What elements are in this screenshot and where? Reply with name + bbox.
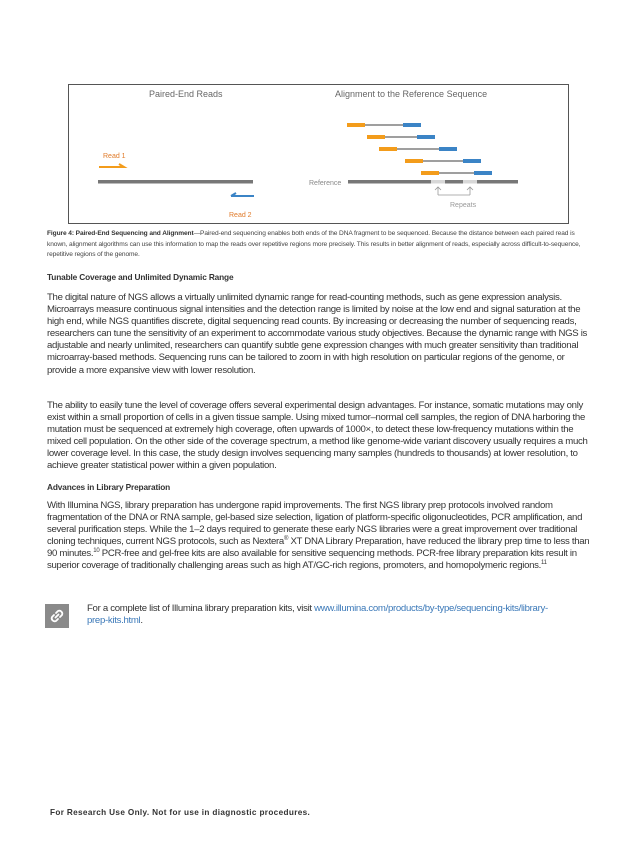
pair5-read2	[474, 171, 492, 175]
pair4-read1	[405, 159, 423, 163]
registered-mark: ®	[283, 536, 289, 543]
library-kits-note	[87, 603, 567, 627]
repeat-arrow-1	[435, 187, 441, 195]
library-kits-link[interactable]: www.illumina.com/products/by-type/sequencing-kits/library-prep-kits.html	[87, 603, 548, 627]
repeats-label: Repeats	[450, 202, 477, 209]
pair1-read1	[347, 123, 365, 127]
right-title: Alignment to the Reference Sequence	[335, 89, 488, 99]
coverage-paragraph-1: The digital nature of NGS allows a virtually unlimited dynamic range for read-counting methods, such as gene expression analysis. Microarrays measure continuous signal intensities and the detection range is limited by noise at the low end and signal saturation at the high end, while NGS quantifies discrete, digital sequencing read counts. By increasing or decreasing the number of sequencing reads, researchers can tune the sensitivity of an experiment to accommodate various study objectives. Because the dynamic range with NGS is adjustable and nearly unlimited, researchers can quantify subtle gene expression changes with much greater sensitivity than traditional microarray-based methods. Sequencing runs can be tailored to zoom in with high resolution on particular regions of the genome, or provide a more expansive view with lower resolution.	[47, 292, 588, 376]
coverage-paragraph-2: The ability to easily tune the level of coverage offers several experimental design advantages. For instance, somatic mutations may only exist within a small proportion of cells in a given tissue sample. Using mixed tumor–normal cell samples, the region of DNA harboring the mutation must be sequenced at extremely high coverage, often upwards of 1000×, to detect these low-frequency mutations within the mixed cell population. On the other side of the coverage spectrum, a method like genome-wide variant discovery usually requires a much lower coverage level. In this case, the study design involves sequencing many samples (hundreds to thousands) at lower resolution, to achieve greater statistical power within a given population.	[47, 400, 588, 472]
repeat-block-2	[463, 180, 477, 184]
fragment-bar	[98, 180, 253, 184]
pair5-read1	[421, 171, 439, 175]
note-text: For a complete list of Illumina library preparation kits, visit	[87, 603, 315, 614]
read1-arrow	[99, 164, 124, 167]
figure-caption	[47, 229, 592, 261]
repeat-block-1	[431, 180, 445, 184]
pair3-read2	[439, 147, 457, 151]
read1-label: Read 1	[103, 153, 126, 160]
note-end: .	[140, 615, 143, 627]
caption-label: Figure 4: Paired-End Sequencing and Alignment	[47, 230, 194, 237]
pair1-read2	[403, 123, 421, 127]
figure-diagram	[69, 85, 570, 225]
link-icon	[45, 604, 69, 628]
library-prep-text-2: XT DNA Library Preparation, have reduced the library prep time to less than 90 minutes.	[47, 536, 590, 560]
read2-arrow	[231, 193, 254, 196]
aligned-read-pairs	[347, 123, 492, 175]
repeat-arrow-2	[467, 187, 473, 195]
read2-label: Read 2	[229, 212, 252, 219]
pair2-read2	[417, 135, 435, 139]
library-prep-text-1: With Illumina NGS, library preparation has undergone rapid improvements. The first NGS library prep protocols involved random fragmentation of the DNA or RNA sample, gel-based size selection, ligation of platform-specific oligonucleotides, PCR amplification, and several purification steps. While the 1–2 days required to generate these early NGS libraries were a great improvement over traditional cloning techniques, current NGS protocols, such as Nextera	[47, 500, 583, 548]
reference-label: Reference	[309, 180, 342, 187]
section-heading-coverage: Tunable Coverage and Unlimited Dynamic Range	[47, 272, 234, 282]
pair2-read1	[367, 135, 385, 139]
reference-10: 10	[93, 548, 100, 555]
caption-text: —Paired-end sequencing enables both ends of the DNA fragment to be sequenced. Because the distance between each paired read is known, alignment algorithms can use this information to map the reads over repetitive regions more precisely. This results in better alignment of reads, especially across difficult-to-sequence, repetitive regions of the genome.	[47, 230, 581, 258]
left-title: Paired-End Reads	[149, 89, 223, 99]
reference-11: 11	[541, 560, 547, 567]
figure-paired-end-alignment	[68, 84, 569, 224]
pair3-read1	[379, 147, 397, 151]
footer-disclaimer: For Research Use Only. Not for use in diagnostic procedures.	[50, 808, 311, 817]
pair4-read2	[463, 159, 481, 163]
section-heading-library-prep: Advances in Library Preparation	[47, 482, 171, 492]
library-prep-text-3: PCR-free and gel-free kits are also available for sensitive sequencing methods. PCR-free library preparation kits result in superior coverage of traditionally challenging areas such as high AT/GC-rich regions, promoters, and homopolymeric regions.	[47, 548, 577, 572]
library-prep-paragraph	[47, 500, 595, 573]
